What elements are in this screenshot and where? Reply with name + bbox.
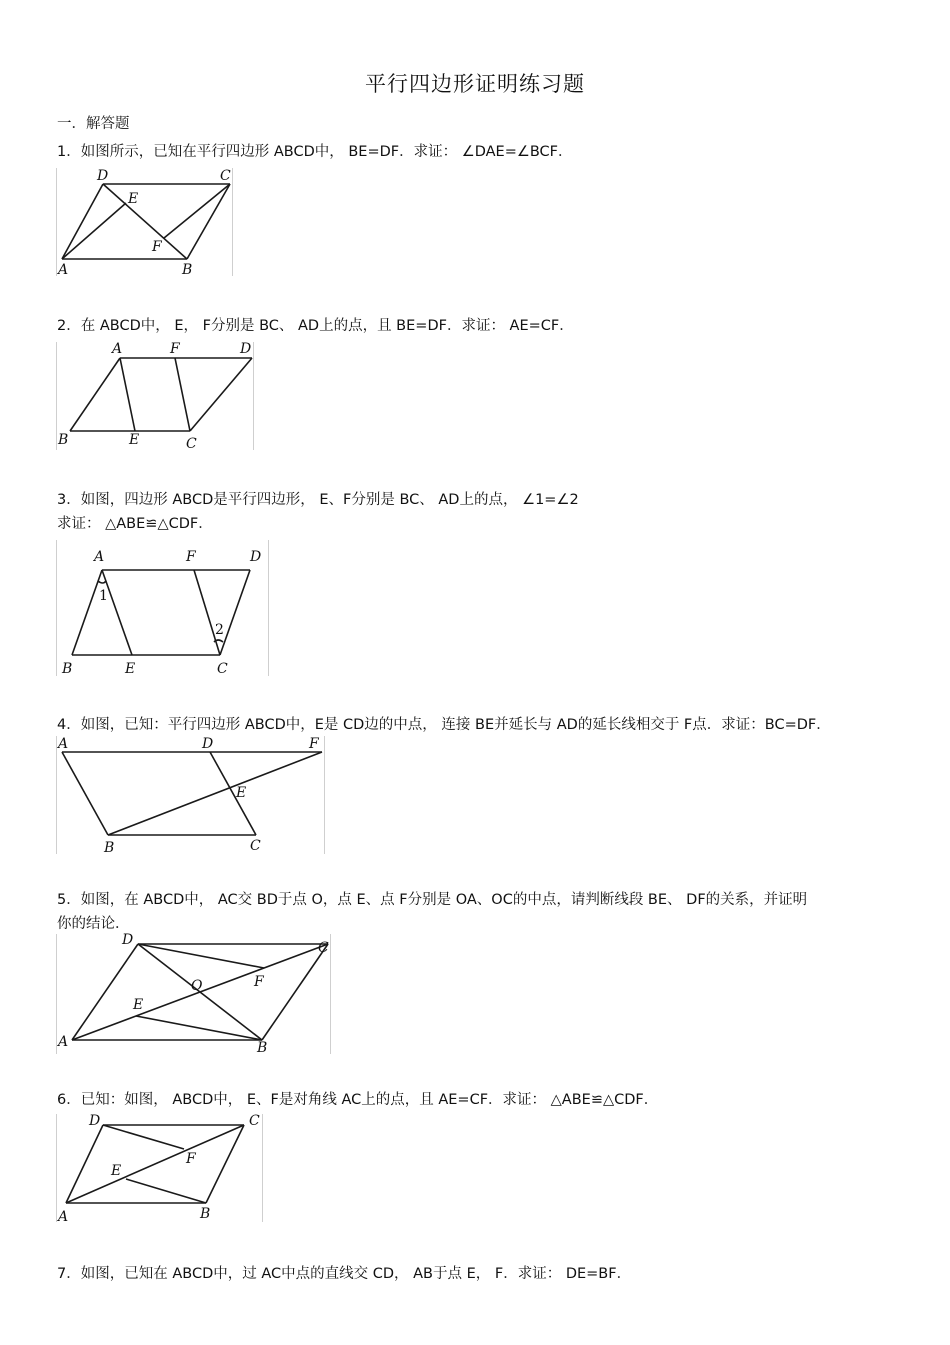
problem-2-text: 2．在 ABCD中， E， F分别是 BC、 AD上的点，且 BE=DF．求证： AE=CF． [57,318,574,334]
vertex-label: C [249,1113,260,1129]
figure-segment [62,752,108,835]
point-label: E [111,1163,122,1179]
problem-3-text-line2: 求证： △ABE≌△CDF． [57,516,213,532]
problem-5-text-line1: 5．如图，在 ABCD中， AC交 BD于点 O，点 E、点 F分别是 OA、OC的中点，请判断线段 BE、 DF的关系，并证明 [57,892,808,908]
vertex-label: A [58,736,69,752]
problem-7-text: 7．如图，已知在 ABCD中，过 AC中点的直线交 CD， AB于点 E， F．求证： DE=BF． [57,1266,632,1282]
problem-3-figure [56,538,272,678]
problem-5-text-line2: 你的结论． [57,916,130,932]
vertex-label: A [112,341,123,357]
figure-segment [138,944,264,968]
point-label: E [125,661,136,677]
vertex-label: A [58,1209,69,1225]
figure-segment [62,203,126,259]
problem-5-figure [56,932,334,1056]
problem-1-figure [56,166,236,278]
problem-6-figure [56,1112,266,1224]
point-label: F [170,341,180,357]
vertex-label: B [104,840,115,856]
vertex-label: D [240,341,252,357]
figure-segment [120,358,135,431]
figure-segment [103,1125,184,1149]
figure-segment [103,184,187,259]
figure-segment [66,1125,244,1203]
vertex-label: C [220,168,231,184]
figure-segment [190,358,252,431]
point-label: F [309,736,319,752]
problem-1-text: 1．如图所示，已知在平行四边形 ABCD中， BE=DF．求证： ∠DAE=∠BCF． [57,144,573,160]
problem-6-text: 6．已知：如图， ABCD中， E、F是对角线 AC上的点，且 AE=CF．求证： △ABE≌△CDF． [57,1092,659,1108]
problem-2-figure [56,340,256,452]
vertex-label: B [200,1206,211,1222]
figure-segment [72,944,138,1040]
vertex-label: A [58,262,69,278]
vertex-label: C [250,838,261,854]
vertex-label: D [202,736,214,752]
vertex-label: C [217,661,228,677]
problem-4-figure [56,734,328,856]
figure-segment [214,640,223,642]
figure-segment [108,752,322,835]
page-title: 平行四边形证明练习题 [365,72,585,96]
vertex-label: B [62,661,73,677]
vertex-label: D [250,549,262,565]
figure-segment [220,570,250,655]
problem-3-text-line1: 3．如图，四边形 ABCD是平行四边形， E、F分别是 BC、 AD上的点， ∠1=∠2 [57,492,579,508]
figure-segment [70,358,120,431]
point-label: E [129,432,140,448]
vertex-label: A [58,1034,69,1050]
figure-segment [72,570,102,655]
figure-segment [98,581,106,583]
vertex-label: D [122,932,134,948]
angle-label: 1 [99,588,108,604]
point-label: F [254,974,264,990]
figure-segment [66,1125,103,1203]
point-label: O [191,978,203,994]
figure-segment [126,1179,206,1203]
point-label: F [186,1151,196,1167]
point-label: F [152,239,162,255]
figure-segment [262,944,328,1040]
vertex-label: C [186,436,197,452]
problem-4-text: 4．如图，已知：平行四边形 ABCD中，E是 CD边的中点， 连接 BE并延长与 AD的延长线相交于 F点．求证：BC=DF． [57,717,831,733]
vertex-label: B [257,1040,268,1056]
vertex-label: C [318,940,329,956]
figure-segment [194,570,220,655]
point-label: E [236,785,247,801]
figure-segment [206,1125,244,1203]
vertex-label: B [58,432,69,448]
figure-segment [102,570,132,655]
point-label: E [128,191,139,207]
figure-segment [164,184,230,238]
figure-frame [57,736,325,854]
figure-segment [187,184,230,259]
section-heading: 一．解答题 [57,116,130,132]
point-label: E [133,997,144,1013]
figure-segment [136,1016,262,1040]
angle-label: 2 [215,622,224,638]
vertex-label: A [94,549,105,565]
vertex-label: B [182,262,193,278]
vertex-label: D [97,168,109,184]
figure-segment [62,184,103,259]
figure-segment [175,358,190,431]
point-label: F [186,549,196,565]
vertex-label: D [89,1113,101,1129]
